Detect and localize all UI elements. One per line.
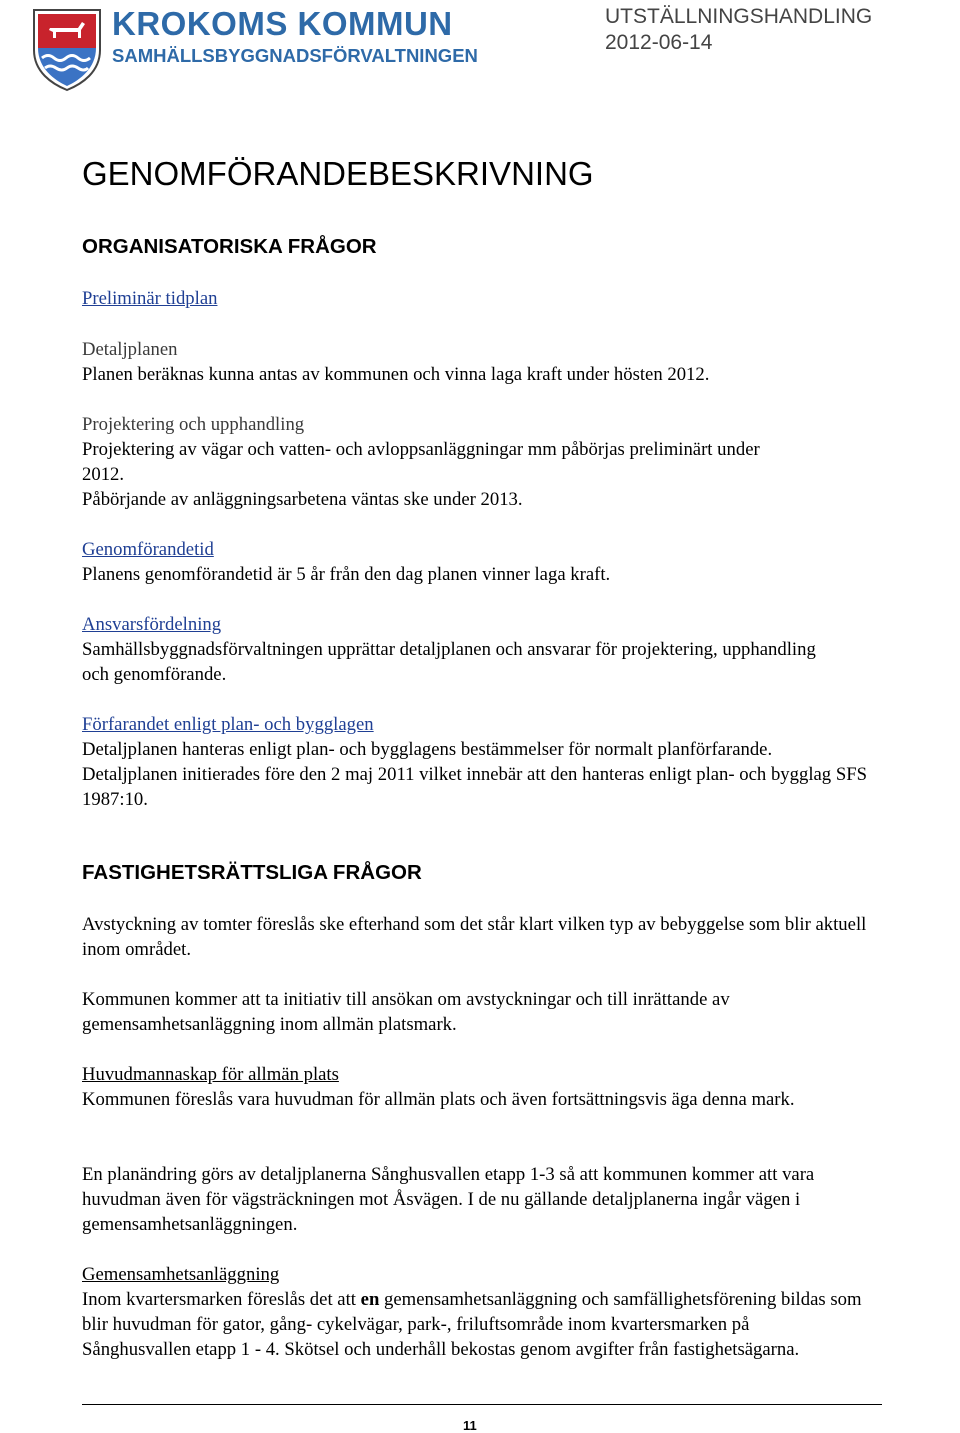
subheading-ansvarsfordelning: Ansvarsfördelning (82, 614, 222, 635)
gemensamhet-text-emphasis: en (360, 1289, 380, 1310)
label-projektering: Projektering och upphandling (82, 414, 305, 435)
municipality-coat-of-arms-logo (30, 6, 104, 92)
huvudmannaskap-text: Kommunen föreslås vara huvudman för allmän plats och även fortsättningsvis äga denna mark. (82, 1089, 795, 1110)
initiativ-text: Kommunen kommer att ta initiativ till ansökan om avstyckningar och till inrättande av gemensamhetsanläggning inom allmän platsmark. (82, 989, 730, 1035)
subheading-preliminar-tidplan: Preliminär tidplan (82, 288, 218, 309)
subheading-huvudmannaskap: Huvudmannaskap för allmän plats (82, 1064, 339, 1085)
section-heading-organisatoriska: ORGANISATORISKA FRÅGOR (82, 235, 377, 258)
gemensamhet-text-start: Inom kvartersmarken föreslås det att (82, 1289, 361, 1310)
subheading-genomforandetid: Genomförandetid (82, 539, 214, 560)
shield-icon (30, 6, 104, 92)
label-detaljplanen: Detaljplanen (82, 339, 178, 360)
ansvarsfordelning-text: Samhällsbyggnadsförvaltningen upprättar detaljplanen och ansvarar för projektering, upphandling och genomförande. (82, 639, 816, 685)
footer-divider (82, 1404, 882, 1405)
organization-department: SAMHÄLLSBYGGNADSFÖRVALTNINGEN (112, 45, 478, 66)
planandring-text: En planändring görs av detaljplanerna Sånghusvallen etapp 1-3 så att kommunen kommer att vara huvudman även för vägsträckningen mot Åsvägen. I de nu gällande detaljplanerna ingår vägen i gemensamhetsanläggningen. (82, 1164, 815, 1235)
detaljplan-text: Planen beräknas kunna antas av kommunen och vinna laga kraft under hösten 2012. (82, 364, 710, 385)
page-number: 11 (463, 1418, 477, 1433)
organization-name: KROKOMS KOMMUN (112, 5, 453, 42)
projektering-text-line-1: Projektering av vägar och vatten- och avloppsanläggningar mm påbörjas preliminärt under (82, 439, 760, 460)
subheading-forfarandet: Förfarandet enligt plan- och bygglagen (82, 714, 374, 735)
document-date: 2012-06-14 (605, 31, 713, 54)
gemensamhet-text-end: gemensamhetsanläggning och samfällighetsförening bildas som blir huvudman för gator, gång- cykelvägar, park-, friluftsområde inom kvartersmarken på Sånghusvallen etapp 1 - 4. Skötsel och underhåll bekostas genom avgifter från fastighetsägarna. (82, 1289, 862, 1360)
subheading-gemensamhetsanlaggning: Gemensamhetsanläggning (82, 1264, 280, 1285)
gemensamhetsanlaggning-text (82, 1287, 862, 1362)
projektering-text-line-3: Påbörjande av anläggningsarbetena väntas ske under 2013. (82, 489, 523, 510)
document-type: UTSTÄLLNINGSHANDLING (605, 5, 873, 28)
page-title: GENOMFÖRANDEBESKRIVNING (82, 155, 594, 192)
projektering-text-line-2: 2012. (82, 464, 125, 485)
avstyckning-text: Avstyckning av tomter föreslås ske efterhand som det står klart vilken typ av bebyggelse som blir aktuell inom området. (82, 914, 867, 960)
section-heading-fastighetsratt: FASTIGHETSRÄTTSLIGA FRÅGOR (82, 861, 422, 884)
forfarandet-text-1: Detaljplanen hanteras enligt plan- och bygglagens bestämmelser för normalt planförfarande. (82, 739, 773, 760)
genomforandetid-text: Planens genomförandetid är 5 år från den dag planen vinner laga kraft. (82, 564, 611, 585)
forfarandet-text-2: Detaljplanen initierades före den 2 maj 2011 vilket innebär att den hanteras enligt plan- och bygglag SFS 1987:10. (82, 764, 868, 810)
